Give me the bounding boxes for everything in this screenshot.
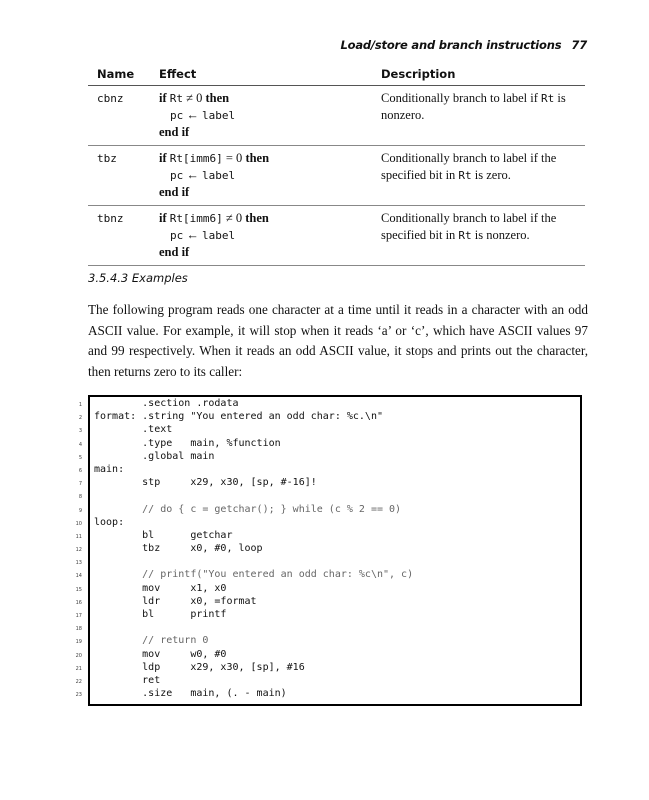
line-number: 8 (78, 494, 82, 501)
code-line: mov w0, #0 (94, 648, 227, 660)
line-number: 1 (78, 402, 82, 408)
code-line (94, 621, 413, 634)
line-number: 19 (75, 639, 82, 646)
section-heading: 3.5.4.3 Examples (88, 271, 188, 285)
keyword-end-if: end if (159, 245, 190, 259)
code-line: bl getchar (94, 529, 233, 541)
column-header-effect: Effect (159, 64, 381, 86)
description-register: Rt (458, 169, 472, 182)
table-row (88, 206, 585, 266)
table-header-row (88, 64, 585, 86)
assign-arrow: ← (183, 228, 202, 242)
code-line (94, 489, 413, 502)
code-line: ldr x0, =format (94, 595, 257, 607)
code-line: // return 0 (94, 635, 209, 647)
line-number: 5 (78, 454, 82, 461)
code-line: .section .rodata (94, 398, 239, 409)
keyword-if: if (159, 211, 167, 225)
code-line: // do { c = getchar(); } while (c % 2 == 0) (94, 503, 402, 515)
line-number: 16 (75, 599, 82, 606)
code-line: main: (94, 463, 125, 475)
instruction-name: tbz (88, 146, 159, 206)
line-number: 13 (75, 560, 82, 567)
table-row (88, 86, 585, 146)
keyword-if: if (159, 151, 167, 165)
instruction-name: tbnz (88, 206, 159, 266)
instruction-description (381, 86, 585, 146)
line-number: 15 (75, 586, 82, 593)
line-number: 21 (75, 665, 82, 672)
line-number: 9 (78, 507, 82, 514)
chapter-title: Load/store and branch instructions (340, 38, 562, 52)
description-text-end: is zero. (471, 168, 511, 182)
column-header-description: Description (381, 64, 585, 86)
code-line: .size main, (. - main) (94, 688, 287, 700)
keyword-then: then (245, 211, 269, 225)
description-text-end: is nonzero. (381, 91, 566, 122)
label-operand: label (202, 109, 236, 122)
code-line: bl printf (94, 609, 227, 620)
line-number: 4 (78, 441, 82, 448)
code-line: .text (94, 424, 173, 436)
line-number: 3 (78, 428, 82, 435)
condition-operator: = 0 (222, 151, 246, 165)
code-line: .type main, %function (94, 437, 281, 449)
label-operand: label (202, 169, 236, 182)
instruction-description (381, 206, 585, 266)
line-number: 20 (75, 652, 82, 659)
code-listing (94, 397, 413, 700)
line-number: 23 (75, 692, 82, 699)
description-text: Conditionally branch to label if (381, 91, 542, 105)
instruction-description (381, 146, 585, 206)
code-line: ldp x29, x30, [sp], #16 (94, 661, 305, 673)
condition-operator: ≠ 0 (222, 211, 246, 225)
pc-register: pc (170, 169, 184, 182)
line-number: 14 (75, 573, 82, 580)
code-line (94, 555, 413, 568)
condition-operator: ≠ 0 (183, 91, 206, 105)
pc-register: pc (170, 109, 184, 122)
keyword-if: if (159, 91, 167, 105)
table-row (88, 146, 585, 206)
body-paragraph: The following program reads one character at a time until it reads in a character with an odd ASCII value. For example, it will stop when it reads ‘a’ or ‘c’, which have ASCII values 97 and 99 respectively. When it reads an odd ASCII value, it stops and prints out the character, then returns zero to its caller: (88, 302, 588, 379)
assign-arrow: ← (183, 168, 202, 182)
line-number: 10 (75, 520, 82, 527)
description-register: Rt (458, 229, 472, 242)
keyword-then: then (205, 91, 230, 105)
code-line: mov x1, x0 (94, 582, 227, 594)
keyword-end-if: end if (159, 125, 190, 139)
description-text-end: is nonzero. (471, 228, 530, 242)
instruction-effect (159, 86, 381, 146)
condition-register: Rt (169, 92, 184, 105)
instruction-table (88, 64, 585, 266)
description-text: Conditionally branch to label if the specified bit in (381, 151, 557, 182)
description-register: Rt (541, 92, 555, 105)
code-line: // printf("You entered an odd char: %c\n", c) (94, 569, 414, 581)
keyword-then: then (245, 151, 270, 165)
assign-arrow: ← (183, 108, 202, 122)
line-number: 7 (78, 481, 82, 488)
code-line: ret (94, 674, 161, 686)
line-number: 11 (75, 533, 82, 540)
line-number-gutter (70, 399, 82, 702)
running-head (340, 38, 587, 52)
line-number: 2 (78, 415, 82, 422)
instruction-effect (159, 146, 381, 206)
line-number: 6 (78, 467, 82, 474)
code-line: loop: (94, 516, 125, 528)
page-number: 77 (571, 38, 587, 52)
label-operand: label (202, 229, 236, 242)
code-line: .global main (94, 450, 215, 462)
condition-register: Rt[imm6] (169, 212, 223, 225)
line-number: 12 (75, 547, 82, 554)
condition-register: Rt[imm6] (169, 152, 223, 165)
instruction-effect (159, 206, 381, 266)
instruction-name: cbnz (88, 86, 159, 146)
description-text: Conditionally branch to label if the specified bit in (381, 211, 557, 242)
line-number: 17 (75, 613, 82, 619)
line-number: 18 (75, 626, 82, 633)
code-line: format: .string "You entered an odd char: %c.\n" (94, 411, 383, 423)
line-number: 22 (75, 678, 82, 685)
column-header-name: Name (88, 64, 159, 86)
pc-register: pc (170, 229, 184, 242)
code-line: stp x29, x30, [sp, #-16]! (94, 477, 317, 489)
keyword-end-if: end if (159, 185, 190, 199)
code-line: tbz x0, #0, loop (94, 543, 263, 555)
